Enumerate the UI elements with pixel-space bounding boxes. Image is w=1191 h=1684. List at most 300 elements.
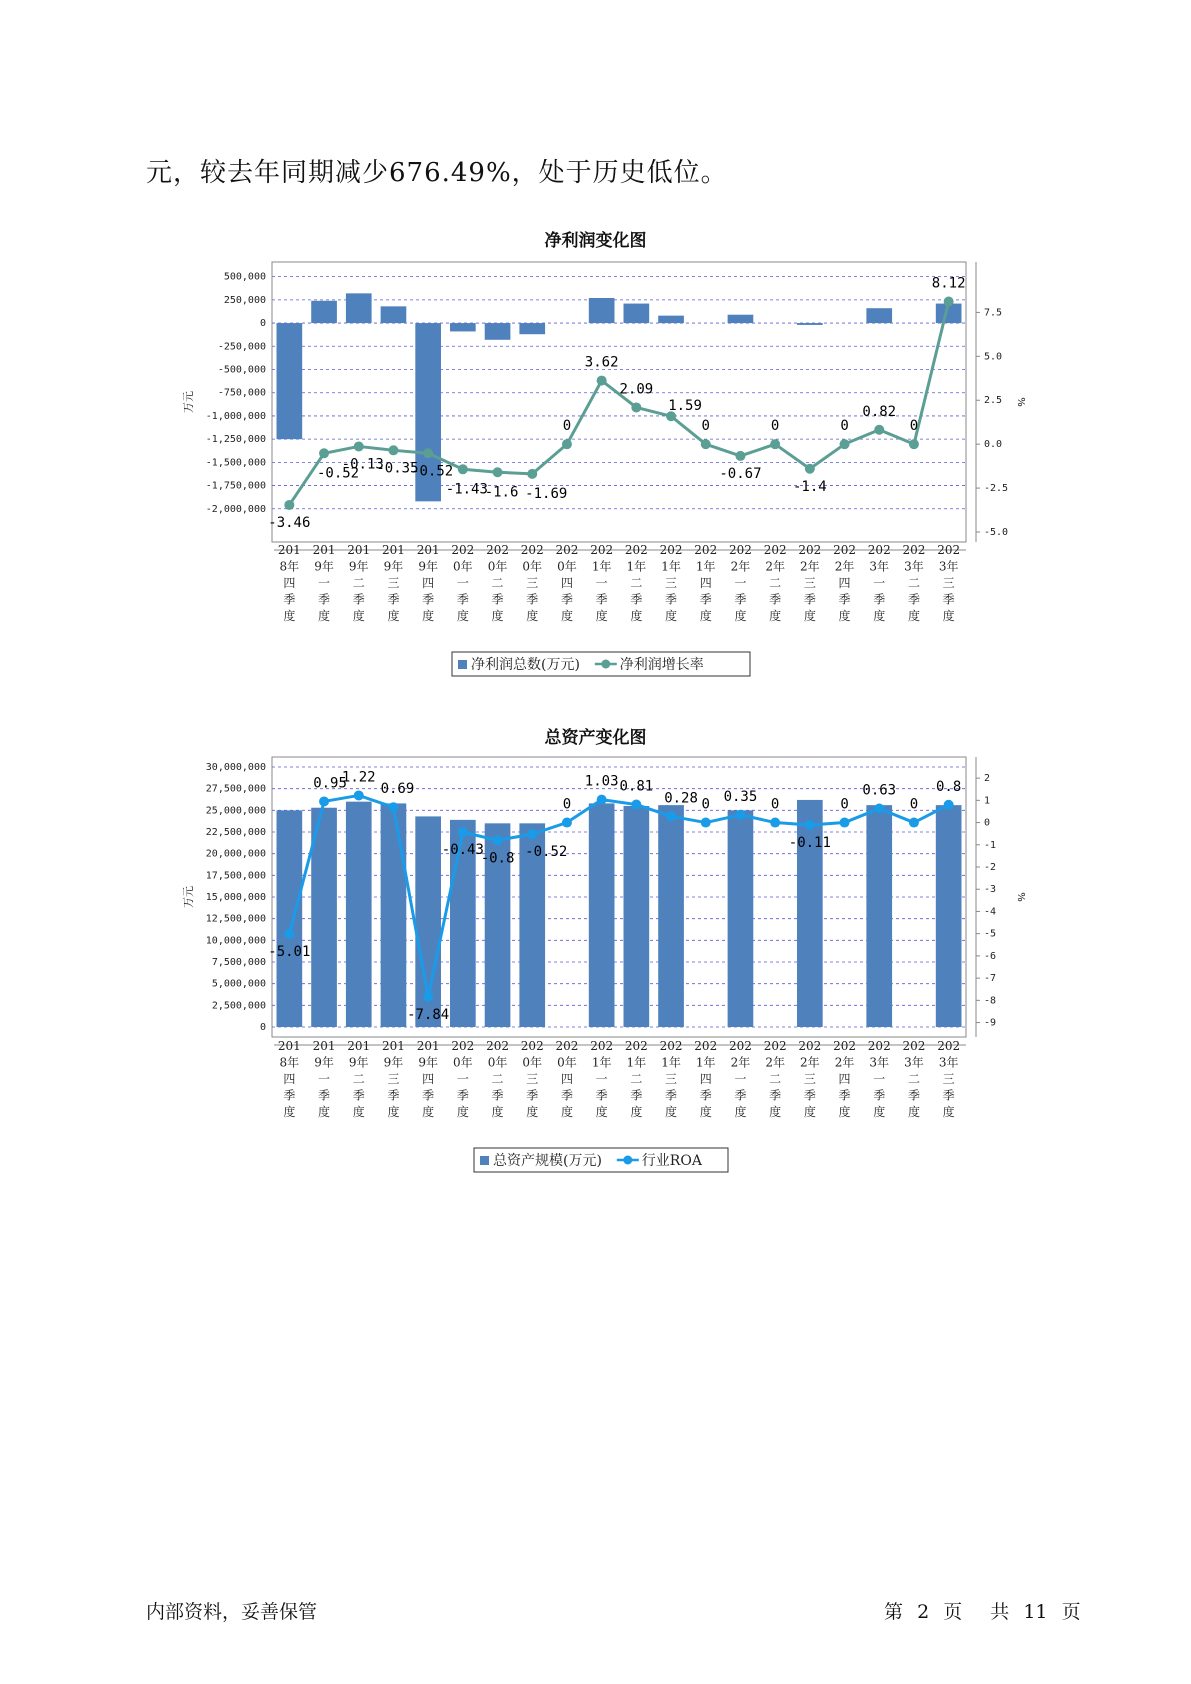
x-tick-label-line: 度 [422, 1105, 435, 1119]
y-right-axis-title: % [1015, 892, 1026, 902]
data-label: -0.11 [788, 835, 831, 851]
data-label: 0 [909, 796, 919, 813]
x-tick-label-line: 202 [867, 1039, 891, 1053]
x-tick-label-line: 季 [595, 1088, 608, 1103]
x-tick-label-line: 8年 [279, 1055, 300, 1070]
y-left-tick-label: 500,000 [223, 271, 266, 283]
data-label: 0 [701, 418, 710, 435]
x-tick-label [521, 543, 544, 623]
x-tick-label-line: 度 [734, 609, 747, 623]
x-tick-label-line: 度 [907, 609, 920, 623]
x-tick-label-line: 1年 [591, 1055, 612, 1070]
y-right-tick-label: -9 [984, 1017, 997, 1029]
x-tick-label [347, 1039, 370, 1119]
x-tick-label-line: 2年 [800, 559, 820, 574]
x-tick-label-line: 季 [734, 1088, 747, 1103]
x-tick-label-line: 度 [665, 609, 678, 623]
x-tick-label [764, 1039, 787, 1119]
bar [519, 323, 545, 334]
y-right-tick-label: -3 [984, 884, 997, 896]
x-tick-label-line: 202 [486, 1039, 510, 1053]
x-tick-label-line: 季 [456, 1088, 469, 1103]
x-tick-label [417, 543, 440, 623]
x-tick-label [798, 1039, 821, 1119]
x-tick-label-line: 202 [451, 543, 475, 557]
y-left-tick-label: -2,000,000 [205, 503, 266, 515]
x-tick-label-line: 季 [699, 592, 712, 607]
bar [797, 800, 823, 1027]
x-tick-label-line: 度 [630, 1105, 643, 1119]
x-tick-label-line: 度 [942, 609, 955, 623]
x-tick-label-line: 度 [422, 609, 435, 623]
x-tick-label-line: 度 [456, 1105, 469, 1119]
x-tick-label-line: 三 [942, 1072, 955, 1086]
x-tick-label-line: 季 [526, 592, 539, 607]
x-tick-label-line: 201 [416, 543, 440, 557]
data-label: 1.22 [341, 769, 376, 786]
y-left-tick-label: 30,000,000 [205, 762, 266, 773]
line-point [354, 441, 364, 451]
x-tick-label-line: 201 [312, 1039, 336, 1053]
data-label: 0 [909, 418, 919, 435]
x-tick-label-line: 9年 [314, 559, 334, 574]
x-tick-label-line: 度 [769, 1105, 782, 1119]
y-left-tick-label: 20,000,000 [205, 848, 266, 860]
line-point [701, 818, 711, 828]
x-tick-label-line: 度 [318, 1105, 331, 1119]
x-tick-label-line: 202 [728, 1039, 752, 1053]
x-tick-label-line: 三 [387, 576, 400, 590]
x-tick-label-line: 度 [456, 609, 469, 623]
x-tick-label-line: 度 [352, 609, 365, 623]
legend-bar-label: 净利润总数(万元) [471, 657, 580, 673]
y-left-tick-label: -1,750,000 [205, 480, 266, 492]
x-tick-label-line: 二 [491, 1072, 504, 1086]
x-tick-label-line: 度 [491, 1105, 504, 1119]
x-tick-label-line: 四 [699, 576, 712, 590]
page-number: 2 [917, 1601, 930, 1623]
x-tick-label-line: 201 [381, 543, 405, 557]
x-tick-label [347, 543, 370, 623]
x-tick-label-line: 二 [352, 1072, 365, 1086]
y-left-tick-label: -1,500,000 [205, 457, 266, 469]
y-right-tick-label: -5 [984, 928, 997, 940]
x-tick-label-line: 202 [659, 1039, 683, 1053]
x-tick-label-line: 202 [520, 1039, 544, 1053]
y-right-tick-label: -1 [984, 839, 997, 851]
line-point [805, 464, 815, 474]
data-label: -5.01 [268, 943, 311, 960]
data-label: -0.35 [376, 460, 419, 477]
line-point [597, 376, 607, 386]
bar [936, 805, 962, 1027]
data-label: -1.4 [792, 478, 827, 495]
x-tick-label-line: 度 [734, 1105, 747, 1119]
data-label: -3.46 [268, 514, 311, 531]
x-tick-label-line: 度 [942, 1105, 955, 1119]
data-label: -1.69 [525, 485, 568, 502]
x-tick-label-line: 3年 [938, 559, 959, 574]
x-tick-label [313, 543, 336, 623]
x-tick-label-line: 1年 [591, 559, 612, 574]
data-label: -0.52 [525, 844, 568, 861]
line-point [458, 464, 468, 474]
x-tick-label-line: 度 [526, 609, 539, 623]
y-left-tick-label: 12,500,000 [205, 913, 266, 925]
data-label: 3.62 [584, 354, 619, 371]
data-label: -1.6 [484, 484, 519, 501]
y-right-tick-label: 7.5 [984, 307, 1003, 319]
x-tick-label-line: 度 [595, 1105, 608, 1119]
y-left-tick-label: -750,000 [217, 387, 266, 399]
bar [866, 805, 892, 1027]
data-label: -7.84 [407, 1006, 450, 1023]
x-tick-label-line: 四 [422, 1072, 435, 1086]
y-right-tick-label: -7 [984, 973, 997, 985]
x-tick-label-line: 202 [590, 543, 614, 557]
x-tick-label-line: 0年 [487, 559, 508, 574]
bar [624, 806, 650, 1027]
data-label: -0.13 [341, 456, 384, 473]
data-label: -0.52 [316, 465, 360, 482]
x-tick-label-line: 201 [347, 1039, 371, 1053]
x-tick-label-line: 季 [422, 1088, 435, 1103]
x-tick-label-line: 201 [312, 543, 336, 557]
x-tick-label [833, 543, 856, 623]
bar [277, 323, 303, 439]
bar [728, 810, 754, 1027]
x-tick-label-line: 9年 [348, 1055, 369, 1070]
y-left-tick-label: 10,000,000 [205, 935, 266, 947]
data-label: -0.67 [719, 465, 762, 482]
total-assets-chart-title: 总资产变化图 [544, 728, 647, 748]
x-tick-label-line: 3年 [904, 1055, 924, 1070]
data-label: 0.81 [619, 778, 654, 795]
x-tick-label-line: 季 [560, 1088, 573, 1103]
data-label: 0.95 [313, 775, 347, 792]
y-left-tick-label: 2,500,000 [211, 1000, 266, 1012]
x-tick-label-line: 0年 [487, 1055, 508, 1070]
x-tick-label-line: 度 [491, 609, 504, 623]
line-point [388, 802, 398, 812]
x-tick-label-line: 季 [665, 1088, 678, 1103]
y-right-tick-label: -8 [984, 995, 997, 1007]
x-tick-label-line: 202 [833, 543, 857, 557]
x-tick-label [729, 543, 752, 623]
x-tick-label-line: 四 [699, 1072, 712, 1086]
bar [624, 304, 650, 324]
x-tick-label [833, 1039, 856, 1119]
line-point [770, 818, 780, 828]
line-point [735, 451, 745, 461]
x-tick-label-line: 0年 [522, 1055, 543, 1070]
x-tick-label-line: 季 [387, 1088, 400, 1103]
x-tick-label-line: 202 [763, 543, 787, 557]
x-tick-label-line: 季 [699, 1088, 712, 1103]
x-tick-label-line: 季 [318, 1088, 331, 1103]
x-tick-label-line: 度 [769, 609, 782, 623]
page-prefix: 第 [884, 1601, 904, 1623]
line-point [388, 445, 398, 455]
x-tick-label-line: 度 [560, 609, 573, 623]
x-tick-label-line: 202 [659, 543, 683, 557]
x-tick-label-line: 度 [665, 1105, 678, 1119]
x-tick-label-line: 度 [699, 609, 712, 623]
bar [450, 323, 476, 331]
x-tick-label [278, 543, 301, 623]
x-tick-label-line: 202 [555, 543, 579, 557]
y-left-tick-label: -250,000 [217, 341, 266, 353]
x-tick-label-line: 季 [422, 592, 435, 607]
data-label: 8.12 [931, 275, 966, 292]
line-point [666, 811, 676, 821]
y-right-tick-label: 2 [984, 773, 991, 785]
line-point [631, 402, 641, 412]
x-tick-label [382, 1039, 405, 1119]
y-right-tick-label: 1 [984, 795, 991, 807]
line-point [423, 448, 433, 458]
net-profit-chart-title: 净利润变化图 [544, 231, 647, 251]
x-tick-label-line: 0年 [453, 559, 473, 574]
total-number: 11 [1023, 1601, 1048, 1623]
x-tick-label [902, 543, 925, 623]
total-prefix: 共 [990, 1601, 1010, 1623]
x-tick-label-line: 度 [873, 1105, 886, 1119]
total-unit: 页 [1061, 1601, 1081, 1623]
line-point [944, 800, 954, 810]
x-tick-label-line: 0年 [522, 559, 543, 574]
line-point [319, 448, 329, 458]
x-tick-label-line: 度 [526, 1105, 539, 1119]
x-tick-label [486, 543, 509, 623]
footer-page-info [884, 1597, 1081, 1624]
y-right-tick-label: 0.0 [984, 439, 1003, 451]
x-tick-label-line: 季 [873, 592, 886, 607]
x-tick-label-line: 季 [491, 592, 504, 607]
x-tick-label-line: 季 [665, 592, 678, 607]
x-tick-label-line: 9年 [314, 1055, 334, 1070]
x-tick-label-line: 9年 [348, 559, 369, 574]
x-tick-label-line: 季 [838, 592, 851, 607]
y-right-tick-label: -2.5 [984, 483, 1009, 495]
x-tick-label-line: 3年 [869, 1055, 890, 1070]
data-label: 0 [701, 796, 710, 813]
y-left-tick-label: -1,000,000 [205, 410, 266, 422]
y-left-tick-label: 15,000,000 [205, 892, 266, 903]
x-tick-label-line: 三 [942, 576, 955, 590]
x-tick-label-line: 三 [526, 576, 539, 590]
x-tick-label-line: 度 [907, 1105, 920, 1119]
x-tick-label [521, 1039, 544, 1119]
bar [485, 323, 511, 340]
y-left-tick-label: -1,250,000 [205, 434, 266, 446]
x-tick-label-line: 季 [352, 1088, 365, 1103]
y-left-tick-label: 7,500,000 [211, 957, 266, 968]
x-tick-label-line: 3年 [869, 559, 890, 574]
x-tick-label-line: 度 [318, 609, 331, 623]
x-tick-label-line: 季 [803, 1088, 816, 1103]
line-point [527, 829, 537, 839]
x-tick-label-line: 201 [416, 1039, 440, 1053]
x-tick-label-line: 2年 [765, 559, 785, 574]
x-tick-label-line: 202 [937, 543, 961, 557]
x-tick-label-line: 202 [694, 1039, 718, 1053]
x-tick-label [555, 1039, 578, 1119]
x-tick-label [278, 1039, 301, 1119]
x-tick-label-line: 四 [283, 1072, 296, 1086]
y-right-tick-label: -4 [984, 906, 997, 918]
x-tick-label-line: 二 [630, 1072, 643, 1086]
data-label: 0.63 [862, 782, 897, 799]
data-label: 0.8 [936, 778, 962, 795]
x-tick-label-line: 季 [769, 1088, 782, 1103]
x-tick-label-line: 201 [277, 1039, 301, 1053]
data-label: -0.43 [441, 842, 484, 859]
x-tick-label-line: 三 [803, 1072, 816, 1086]
x-tick-label-line: 202 [624, 1039, 648, 1053]
x-tick-label-line: 202 [833, 1039, 857, 1053]
x-tick-label-line: 1年 [626, 559, 647, 574]
x-tick-label-line: 202 [867, 543, 891, 557]
line-point [874, 425, 884, 435]
x-tick-label-line: 季 [907, 1088, 920, 1103]
x-tick-label-line: 季 [630, 592, 643, 607]
legend-line-marker [601, 660, 610, 669]
x-tick-label-line: 202 [624, 543, 648, 557]
data-label: -1.43 [445, 481, 488, 498]
data-label: 0.28 [664, 790, 698, 807]
x-tick-label [764, 543, 787, 623]
x-tick-label [937, 1039, 960, 1119]
y-right-tick-label: -5.0 [984, 527, 1009, 538]
x-tick-label-line: 季 [734, 592, 747, 607]
x-tick-label [660, 543, 683, 623]
x-tick-label-line: 202 [555, 1039, 579, 1053]
x-tick-label-line: 二 [769, 576, 782, 590]
y-left-tick-label: 22,500,000 [205, 827, 266, 838]
x-tick-label-line: 一 [873, 576, 886, 590]
x-tick-label-line: 9年 [418, 559, 438, 574]
net-profit-chart [0, 260, 1191, 680]
line-point [874, 804, 884, 814]
x-tick-label-line: 四 [560, 1072, 573, 1086]
x-tick-label [868, 1039, 891, 1119]
data-label: 0 [840, 796, 849, 813]
y-left-tick-label: -500,000 [217, 364, 266, 376]
x-tick-label-line: 三 [526, 1072, 539, 1086]
line-point [354, 790, 364, 800]
bar [381, 803, 407, 1027]
x-tick-label-line: 202 [451, 1039, 475, 1053]
x-tick-label-line: 一 [734, 1072, 747, 1086]
x-tick-label-line: 三 [803, 576, 816, 590]
x-tick-label-line: 202 [902, 1039, 926, 1053]
x-tick-label-line: 季 [630, 1088, 643, 1103]
bar [589, 298, 615, 323]
x-tick-label-line: 1年 [626, 1055, 647, 1070]
bar [658, 805, 684, 1027]
y-left-tick-label: 0 [259, 1022, 266, 1033]
x-tick-label-line: 1年 [695, 1055, 716, 1070]
x-tick-label-line: 0年 [557, 1055, 577, 1070]
x-tick-label [451, 1039, 474, 1119]
x-tick-label [868, 543, 891, 623]
y-right-tick-label: 0 [984, 817, 991, 829]
bar [658, 316, 684, 323]
y-right-tick-label: 2.5 [984, 395, 1003, 407]
line-point [840, 439, 850, 449]
line-point [284, 500, 294, 510]
x-tick-label-line: 度 [283, 1105, 296, 1119]
data-label: 0.35 [723, 788, 758, 805]
x-tick-label-line: 202 [798, 543, 822, 557]
x-tick-label-line: 一 [734, 576, 747, 590]
line-point [527, 469, 537, 479]
y-right-tick-label: -2 [984, 862, 997, 873]
x-tick-label-line: 度 [838, 609, 851, 623]
x-tick-label-line: 202 [520, 543, 544, 557]
x-tick-label-line: 一 [318, 576, 331, 590]
x-tick-label-line: 2年 [834, 1055, 855, 1070]
x-tick-label-line: 季 [526, 1088, 539, 1103]
x-tick-label-line: 202 [590, 1039, 614, 1053]
x-tick-label-line: 季 [352, 592, 365, 607]
x-tick-label-line: 8年 [279, 559, 300, 574]
x-tick-label-line: 度 [838, 1105, 851, 1119]
x-tick-label-line: 2年 [730, 559, 751, 574]
x-tick-label-line: 一 [595, 1072, 608, 1086]
x-tick-label-line: 201 [347, 543, 371, 557]
x-tick-label-line: 一 [318, 1072, 331, 1086]
line-point [770, 439, 780, 449]
y-right-axis-title: % [1015, 397, 1026, 407]
x-tick-label [625, 1039, 648, 1119]
x-tick-label-line: 四 [560, 576, 573, 590]
data-label: 0 [562, 796, 572, 813]
x-tick-label-line: 2年 [834, 559, 855, 574]
legend-bar-label: 总资产规模(万元) [493, 1153, 602, 1169]
line-point [493, 467, 503, 477]
x-tick-label [694, 543, 717, 623]
x-tick-label-line: 四 [422, 576, 435, 590]
x-tick-label-line: 202 [694, 543, 718, 557]
line-point [562, 439, 572, 449]
x-tick-label [729, 1039, 752, 1119]
x-tick-label-line: 季 [283, 592, 296, 607]
legend-line-marker [623, 1156, 632, 1165]
x-tick-label-line: 度 [560, 1105, 573, 1119]
legend-bar-swatch [480, 1156, 489, 1165]
y-left-tick-label: 5,000,000 [211, 978, 266, 990]
x-tick-label-line: 季 [942, 592, 955, 607]
bar [346, 802, 372, 1027]
x-tick-label-line: 季 [491, 1088, 504, 1103]
x-tick-label-line: 季 [803, 592, 816, 607]
data-label: 0 [770, 796, 780, 813]
y-right-tick-label: 5.0 [984, 351, 1003, 363]
x-tick-label-line: 度 [595, 609, 608, 623]
x-tick-label-line: 度 [873, 609, 886, 623]
x-tick-label [382, 543, 405, 623]
x-tick-label-line: 202 [728, 543, 752, 557]
x-tick-label-line: 9年 [418, 1055, 438, 1070]
bar [589, 803, 615, 1027]
x-tick-label [937, 543, 960, 623]
x-tick-label [417, 1039, 440, 1119]
data-label: -0.8 [480, 850, 515, 867]
x-tick-label [555, 543, 578, 623]
x-tick-label-line: 四 [283, 576, 296, 590]
